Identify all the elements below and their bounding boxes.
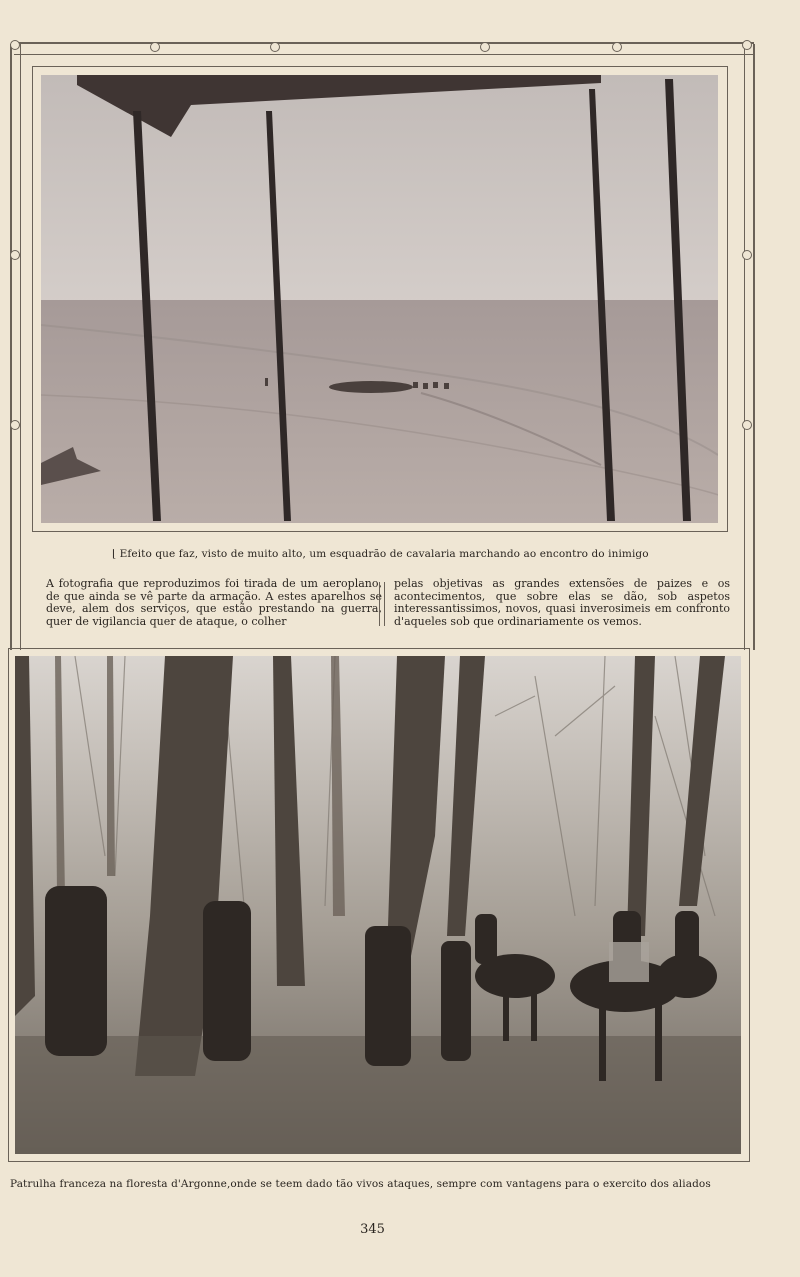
border-ornament — [270, 42, 280, 52]
border-ornament — [742, 250, 752, 260]
border-ornament — [10, 250, 20, 260]
ornamental-border-right — [744, 44, 755, 650]
article-column-left: A fotografia que reproduzimos foi tirada de um aeroplano, de que ainda se vê parte da armação. A estes aparelhos se deve, alem dos serviços, que estão prestando na guerra, quer de vigilancia quer de ataque, o colher — [46, 577, 382, 628]
column-divider — [379, 582, 385, 626]
border-ornament — [480, 42, 490, 52]
border-ornament — [10, 40, 20, 50]
ornamental-border-left — [10, 44, 21, 650]
border-ornament — [742, 420, 752, 430]
ornamental-border-top — [14, 42, 754, 55]
article-column-right: pelas objetivas as grandes extensões de paizes e os acontecimentos, que sobre elas se dão, sob aspetos interessantissimos, novos, quasi inverosimeis em confronto d'aqueles sob que ordinariamente os vemos. — [394, 577, 730, 628]
border-ornament — [150, 42, 160, 52]
border-ornament — [10, 420, 20, 430]
bottom-photo-caption: Patrulha franceza na floresta d'Argonne,onde se teem dado tão vivos ataques, sempre com vantagens para o exercito dos aliados — [10, 1178, 711, 1190]
border-ornament — [742, 40, 752, 50]
caption-marker-icon: ⌊ — [112, 548, 120, 560]
page-number: 345 — [360, 1222, 385, 1237]
forest-patrol-photo — [15, 656, 741, 1154]
top-photo-caption: ⌊ Efeito que faz, visto de muito alto, um esquadrão de cavalaria marchando ao encontro do inimigo — [112, 548, 649, 560]
aerial-cavalry-photo — [41, 75, 718, 523]
border-ornament — [612, 42, 622, 52]
